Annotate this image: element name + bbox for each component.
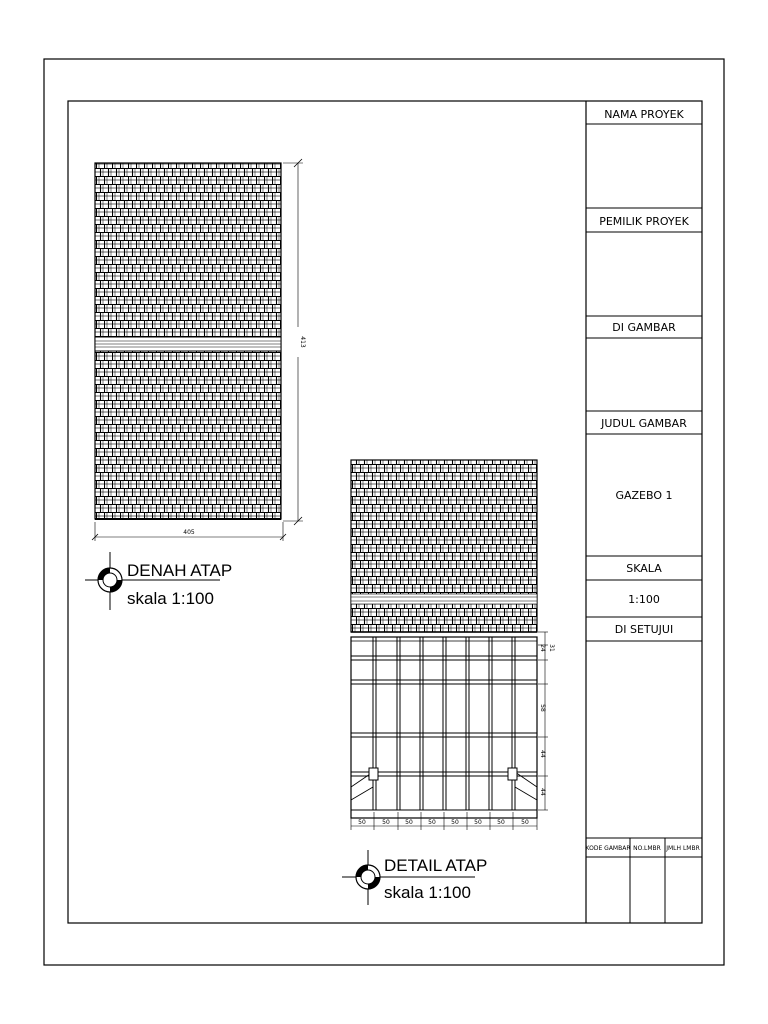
denah-scale: skala 1:100 [127,589,214,608]
dim-right-label: 44 [539,750,546,758]
skala-value: 1:100 [628,593,660,606]
dim-right-label: 58 [539,704,546,712]
dim-right-label: 24 [539,644,546,652]
pemilik-proyek-label: PEMILIK PROYEK [599,215,689,228]
kode-gambar-label: KODE GAMBAR [585,845,631,852]
skala-label: SKALA [626,562,662,575]
denah-title: DENAH ATAP [127,561,233,580]
dim-width-label: 405 [183,529,195,536]
nama-proyek-label: NAMA PROYEK [604,108,684,121]
di-setujui-label: DI SETUJUI [614,623,674,636]
roof-detail-drawing [351,460,555,830]
detail-title: DETAIL ATAP [384,856,488,875]
dim-height-label: 413 [299,336,306,348]
dim-bottom-label: 50 [521,819,529,826]
dim-bottom-label: 50 [474,819,482,826]
title-block [586,101,702,923]
judul-gambar-label: JUDUL GAMBAR [601,417,687,430]
dim-right-label: 31 [548,644,555,652]
dim-bottom-label: 50 [428,819,436,826]
dim-bottom-label: 50 [451,819,459,826]
judul-gambar-value: GAZEBO 1 [615,489,673,502]
detail-scale: skala 1:100 [384,883,471,902]
jmlh-lmbr-label: JMLH LMBR [666,845,700,852]
no-lmbr-label: NO.LMBR [633,845,661,852]
dim-bottom-label: 50 [405,819,413,826]
di-gambar-label: DI GAMBAR [612,321,676,334]
roof-plan-drawing [92,159,306,541]
dim-bottom-label: 50 [382,819,390,826]
dim-bottom-label: 50 [358,819,366,826]
dim-right-label: 44 [539,788,546,796]
dim-bottom-label: 50 [497,819,505,826]
